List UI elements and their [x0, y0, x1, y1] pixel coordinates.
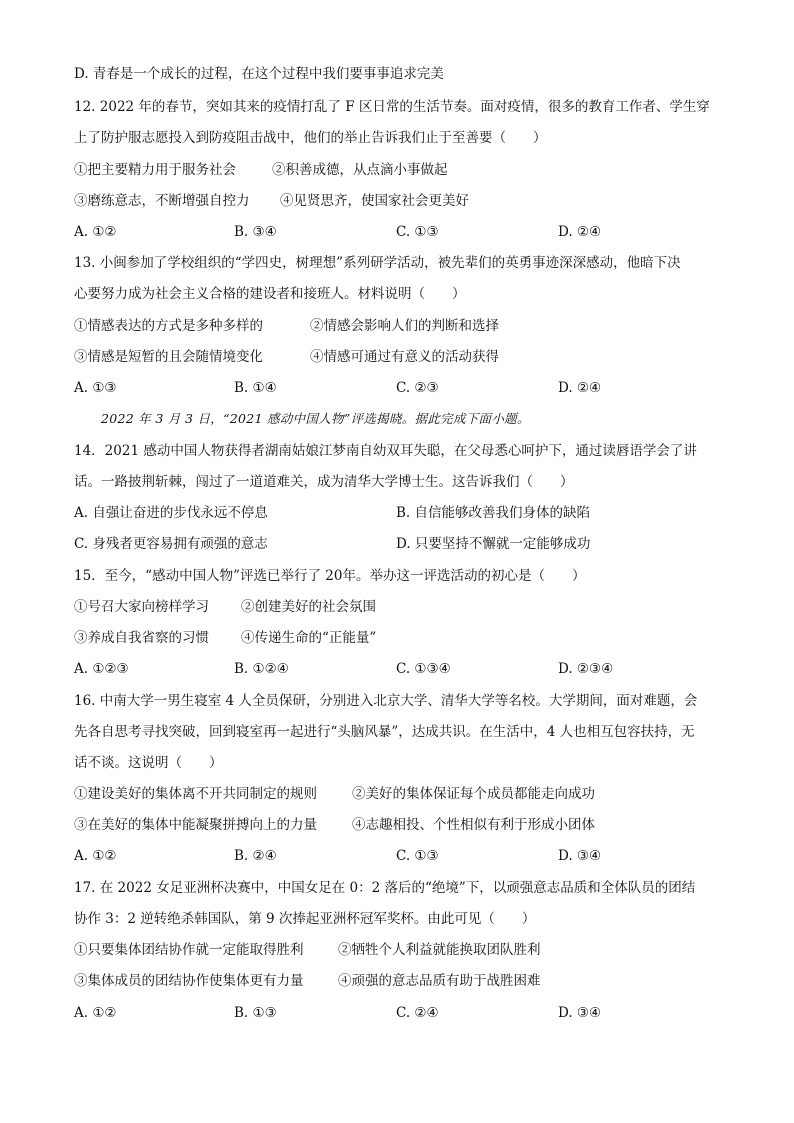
q15-option-d: D. ②③④: [558, 661, 614, 677]
q16-item-3: ③在美好的集体中能凝聚拼搏向上的力量: [74, 817, 317, 833]
q13-stem-line1: 13. 小闽参加了学校组织的“学四史，树理想”系列研学活动，被先辈们的英勇事迹深深感动，他暗下决: [74, 255, 681, 271]
q16-stem-line2: 先各自思考寻找突破，回到寝室再一起进行“头脑风暴”，达成共识。在生活中，4 人也相互包容扶持，无: [74, 724, 695, 740]
q16-item-4: ④志趣相投、个性相似有利于形成小团体: [352, 817, 595, 833]
q12-stem-line2: 上了防护服志愿投入到防疫阻击战中，他们的举止告诉我们止于至善要（ ）: [74, 130, 547, 146]
q14-option-b: B. 自信能够改善我们身体的缺陷: [396, 505, 591, 521]
q13-option-a: A. ①③: [74, 380, 117, 396]
q13-item-1: ①情感表达的方式是多种多样的: [74, 318, 263, 334]
q15-option-a: A. ①②③: [74, 661, 129, 677]
q12-option-b: B. ③④: [234, 224, 277, 240]
q17-option-a: A. ①②: [74, 1005, 117, 1021]
q15-item-4: ④传递生命的“正能量”: [241, 630, 377, 646]
q13-stem-line2: 心要努力成为社会主义合格的建设者和接班人。材料说明（ ）: [74, 286, 466, 302]
q12-option-d: D. ②④: [558, 224, 602, 240]
q15-option-c: C. ①③④: [396, 661, 451, 677]
q14-stem-line1: 14．2021 感动中国人物获得者湖南姑娘江梦南自幼双耳失聪，在父母悉心呵护下，通过读唇语学会了讲: [74, 443, 697, 459]
q14-stem-line2: 话。一路披荆斩棘，闯过了一道道难关，成为清华大学博士生。这告诉我们（ ）: [74, 474, 574, 490]
q15-stem-line1: 15．至今，“感动中国人物”评选已举行了 20年。举办这一评选活动的初心是（ ）: [74, 568, 586, 584]
q16-option-c: C. ①③: [396, 848, 439, 864]
material-intro: 2022 年 3 月 3 日，“2021 感动中国人物”评选揭晓。据此完成下面小题。: [101, 411, 530, 426]
q13-option-d: D. ②④: [558, 380, 602, 396]
q15-option-b: B. ①②④: [234, 661, 289, 677]
q15-item-3: ③养成自我省察的习惯: [74, 630, 209, 646]
q17-item-3: ③集体成员的团结协作使集体更有力量: [74, 973, 304, 989]
q13-item-3: ③情感是短暂的且会随情境变化: [74, 349, 263, 365]
q17-item-1: ①只要集体团结协作就一定能取得胜利: [74, 942, 304, 958]
q17-option-b: B. ①③: [234, 1005, 277, 1021]
q17-stem-line2: 协作 3：2 逆转绝杀韩国队，第 9 次捧起亚洲杯冠军奖杯。由此可见（ ）: [74, 911, 536, 927]
q12-item-1: ①把主要精力用于服务社会: [74, 162, 236, 178]
q14-option-d: D. 只要坚持不懈就一定能够成功: [396, 536, 591, 552]
q12-option-a: A. ①②: [74, 224, 117, 240]
q12-item-2: ②积善成德，从点滴小事做起: [272, 162, 448, 178]
q14-option-c: C. 身残者更容易拥有顽强的意志: [74, 536, 268, 552]
q12-option-c: C. ①③: [396, 224, 439, 240]
q16-option-a: A. ①②: [74, 848, 117, 864]
q11-option-d: D. 青春是一个成长的过程，在这个过程中我们要事事追求完美: [74, 66, 444, 82]
q17-item-2: ②牺牲个人利益就能换取团队胜利: [338, 942, 541, 958]
q16-item-1: ①建设美好的集体离不开共同制定的规则: [74, 786, 317, 802]
q13-item-2: ②情感会影响人们的判断和选择: [310, 318, 499, 334]
q15-item-2: ②创建美好的社会氛围: [241, 599, 376, 615]
q12-item-4: ④见贤思齐，使国家社会更美好: [280, 193, 469, 209]
q17-option-c: C. ②④: [396, 1005, 439, 1021]
q16-stem-line1: 16. 中南大学一男生寝室 4 人全员保研，分别进入北京大学、清华大学等名校。大学期间，面对难题，会: [74, 693, 698, 709]
q13-item-4: ④情感可通过有意义的活动获得: [310, 349, 499, 365]
q12-stem-line1: 12. 2022 年的春节，突如其来的疫情打乱了 F 区日常的生活节奏。面对疫情，很多的教育工作者、学生穿: [74, 99, 710, 115]
q13-option-c: C. ②③: [396, 380, 439, 396]
q16-option-b: B. ②④: [234, 848, 277, 864]
q17-stem-line1: 17. 在 2022 女足亚洲杯决赛中，中国女足在 0：2 落后的“绝境”下，以顽强意志品质和全体队员的团结: [74, 880, 696, 896]
q16-stem-line3: 话不谈。这说明（ ）: [74, 755, 223, 771]
q17-item-4: ④顽强的意志品质有助于战胜困难: [338, 973, 541, 989]
q14-option-a: A. 自强让奋进的步伐永远不停息: [74, 505, 268, 521]
q13-option-b: B. ①④: [234, 380, 277, 396]
q15-item-1: ①号召大家向榜样学习: [74, 599, 209, 615]
q12-item-3: ③磨练意志，不断增强自控力: [74, 193, 250, 209]
q17-option-d: D. ③④: [558, 1005, 602, 1021]
q16-item-2: ②美好的集体保证每个成员都能走向成功: [352, 786, 595, 802]
q16-option-d: D. ③④: [558, 848, 602, 864]
